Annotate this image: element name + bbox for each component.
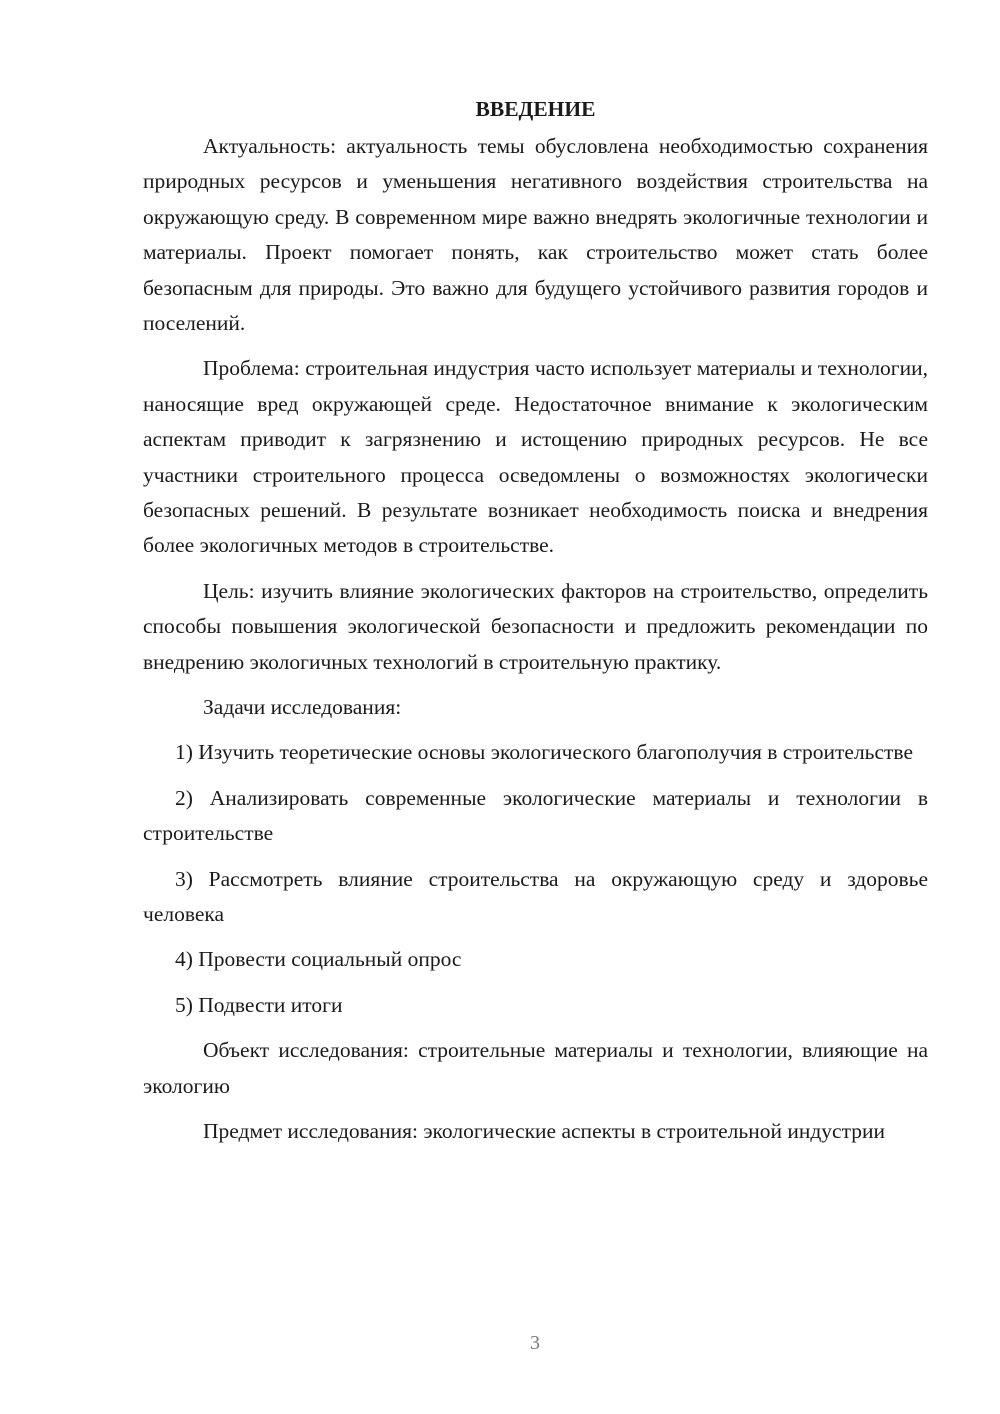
- object-paragraph: Объект исследования: строительные материалы и технологии, влияющие на экологию: [143, 1038, 928, 1098]
- goal-paragraph: Цель: изучить влияние экологических факторов на строительство, определить способы повышения экологической безопасности и предложить рекомендации по внедрению экологичных технологий в строительную практику.: [143, 578, 928, 674]
- relevance-paragraph: Актуальность: актуальность темы обусловлена необходимостью сохранения природных ресурсов и уменьшения негативного воздействия строительства на окружающую среду. В современном мире важно внедрять экологичные технологии и материалы. Проект помогает понять, как строительство может стать более безопасным для природы. Это важно для будущего устойчивого развития городов и поселений.: [143, 133, 928, 335]
- task-item-4: 4) Провести социальный опрос: [175, 947, 462, 972]
- tasks-heading: Задачи исследования:: [203, 695, 402, 719]
- task-item-2: 2) Анализировать современные экологические материалы и технологии в строительстве: [143, 785, 928, 846]
- page-content: [143, 92, 928, 1149]
- subject-paragraph: Предмет исследования: экологические аспекты в строительной индустрии: [203, 1119, 885, 1144]
- page-number: 3: [530, 1332, 540, 1354]
- task-item-1: 1) Изучить теоретические основы экологического благополучия в строительстве: [175, 740, 913, 765]
- task-item-5: 5) Подвести итоги: [175, 992, 343, 1017]
- problem-paragraph: Проблема: строительная индустрия часто использует материалы и технологии, наносящие вред окружающей среде. Недостаточное внимание к экологическим аспектам приводит к загрязнению и истощению природных ресурсов. Не все участники строительного процесса осведомлены о возможностях экологически безопасных решений. В результате возникает необходимость поиска и внедрения более экологичных методов в строительстве.: [143, 356, 928, 558]
- task-item-3: 3) Рассмотреть влияние строительства на окружающую среду и здоровье человека: [143, 866, 928, 927]
- section-heading: ВВЕДЕНИЕ: [475, 97, 596, 121]
